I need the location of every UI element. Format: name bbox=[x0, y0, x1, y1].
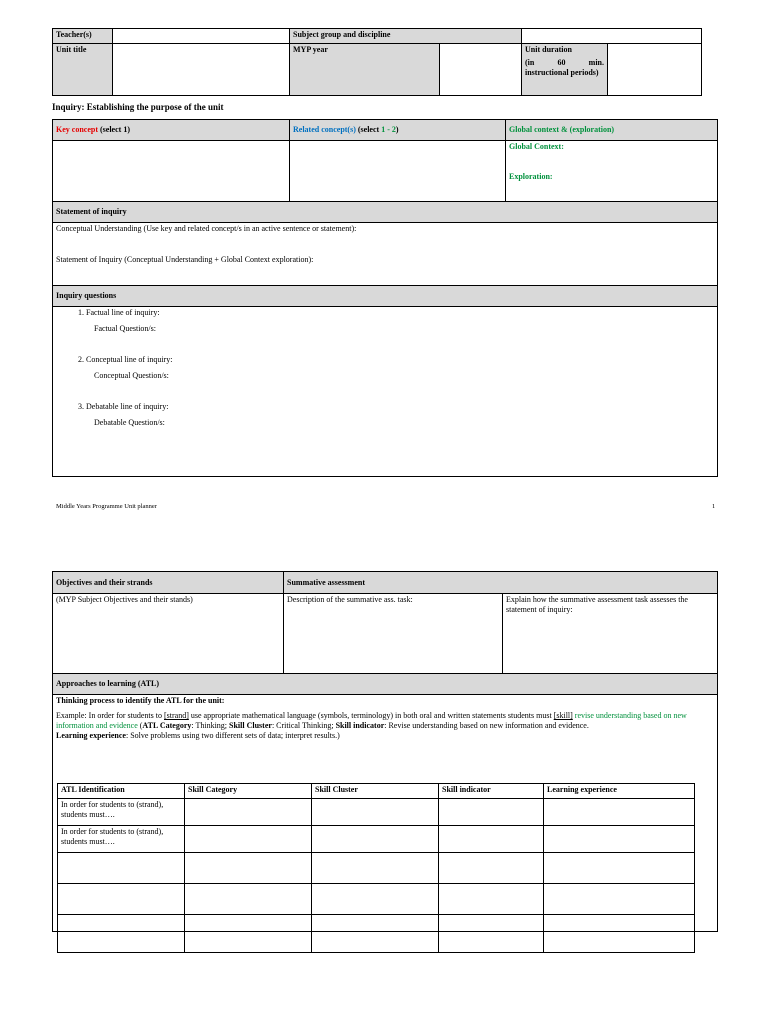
inquiry-question-item bbox=[86, 355, 714, 381]
conceptual-line: 2. Conceptual line of inquiry: bbox=[86, 355, 173, 364]
atl-row-prompt[interactable]: In order for students to (strand), students must…. bbox=[58, 799, 185, 826]
unit-duration-field[interactable] bbox=[608, 44, 702, 96]
myp-year-field[interactable] bbox=[440, 44, 522, 96]
table-row bbox=[58, 853, 695, 884]
table-cell[interactable] bbox=[58, 853, 185, 884]
indicator-label: Skill indicator bbox=[335, 721, 385, 730]
atl-example bbox=[56, 711, 714, 741]
table-row bbox=[58, 915, 695, 953]
summative-description-field[interactable] bbox=[284, 594, 503, 674]
related-concepts-field[interactable] bbox=[290, 141, 506, 202]
category-label: ATL Category bbox=[142, 721, 192, 730]
subject-group-field[interactable] bbox=[522, 29, 702, 44]
example-prefix: Example: In order for students to bbox=[56, 711, 164, 720]
summative-description-text: Description of the summative ass. task: bbox=[287, 595, 413, 604]
summative-explain-field[interactable] bbox=[503, 594, 718, 674]
table-cell[interactable] bbox=[312, 884, 439, 915]
unit-duration-label: Unit duration bbox=[525, 45, 572, 54]
inquiry-question-item bbox=[86, 308, 714, 334]
example-open: ( bbox=[137, 721, 143, 730]
atl-col-learning: Learning experience bbox=[544, 784, 695, 799]
atl-col-cluster: Skill Cluster bbox=[312, 784, 439, 799]
learning-value: : Solve problems using two different sets of data; interpret results.) bbox=[125, 731, 340, 740]
debatable-questions: Debatable Question/s: bbox=[94, 418, 165, 427]
atl-table bbox=[57, 783, 695, 953]
atl-heading: Approaches to learning (ATL) bbox=[53, 674, 718, 695]
table-cell[interactable] bbox=[185, 915, 312, 953]
table-cell[interactable] bbox=[58, 915, 185, 953]
key-concept-field[interactable] bbox=[53, 141, 290, 202]
table-cell[interactable] bbox=[439, 915, 544, 953]
summative-explain-text: Explain how the summative assessment task assesses the statement of inquiry: bbox=[506, 595, 688, 614]
atl-col-indicator: Skill indicator bbox=[439, 784, 544, 799]
summative-heading: Summative assessment bbox=[284, 572, 718, 594]
table-cell[interactable] bbox=[439, 826, 544, 853]
global-context-line: Global Context: bbox=[509, 142, 564, 151]
table-cell[interactable] bbox=[439, 853, 544, 884]
table-cell[interactable] bbox=[439, 884, 544, 915]
key-concept-header bbox=[53, 120, 290, 141]
myp-year-label: MYP year bbox=[290, 44, 440, 96]
inquiry-questions-list bbox=[56, 308, 714, 428]
key-concept-select: (select 1) bbox=[98, 125, 130, 134]
teachers-label: Teacher(s) bbox=[53, 29, 113, 44]
unit-title-field[interactable] bbox=[113, 44, 290, 96]
footer-title: Middle Years Programme Unit planner bbox=[56, 503, 157, 510]
example-green: revise understanding based on new information and evidence bbox=[56, 711, 687, 730]
inquiry-questions-field[interactable] bbox=[53, 307, 718, 477]
table-cell[interactable] bbox=[312, 799, 439, 826]
debatable-line: 3. Debatable line of inquiry: bbox=[86, 402, 169, 411]
atl-row-prompt[interactable]: In order for students to (strand), students must…. bbox=[58, 826, 185, 853]
atl-col-identification: ATL Identification bbox=[58, 784, 185, 799]
inquiry-question-item bbox=[86, 402, 714, 428]
conceptual-questions: Conceptual Question/s: bbox=[94, 371, 169, 380]
key-concept-label: Key concept bbox=[56, 125, 98, 134]
table-cell[interactable] bbox=[544, 799, 695, 826]
unit-header-table bbox=[52, 28, 702, 96]
table-cell[interactable] bbox=[185, 826, 312, 853]
table-cell[interactable] bbox=[185, 884, 312, 915]
statement-field[interactable] bbox=[53, 223, 718, 286]
factual-questions: Factual Question/s: bbox=[94, 324, 156, 333]
inquiry-questions-heading: Inquiry questions bbox=[53, 286, 718, 307]
table-cell[interactable] bbox=[312, 826, 439, 853]
table-cell[interactable] bbox=[185, 799, 312, 826]
inquiry-table bbox=[52, 119, 718, 477]
category-value: : Thinking; bbox=[191, 721, 230, 730]
table-row bbox=[58, 826, 695, 853]
exploration-line: Exploration: bbox=[509, 172, 553, 181]
unit-duration-detail: (in 60 min. instructional periods) bbox=[525, 58, 604, 77]
cluster-value: : Critical Thinking; bbox=[271, 721, 336, 730]
global-context-header: Global context & (exploration) bbox=[506, 120, 718, 141]
atl-col-category: Skill Category bbox=[185, 784, 312, 799]
objectives-field[interactable] bbox=[53, 594, 284, 674]
indicator-value: : Revise understanding based on new information and evidence. bbox=[384, 721, 589, 730]
factual-line: 1. Factual line of inquiry: bbox=[86, 308, 160, 317]
inquiry-heading: Inquiry: Establishing the purpose of the unit bbox=[52, 102, 224, 112]
unit-title-label: Unit title bbox=[53, 44, 113, 96]
table-cell[interactable] bbox=[544, 853, 695, 884]
related-concepts-label: Related concept(s) bbox=[293, 125, 356, 134]
example-skill: [skill] bbox=[553, 711, 573, 720]
atl-thinking-line: Thinking process to identify the ATL for the unit: bbox=[56, 696, 225, 705]
related-select-suffix: ) bbox=[395, 125, 399, 134]
page-number: 1 bbox=[712, 503, 716, 510]
statement-heading: Statement of inquiry bbox=[53, 202, 718, 223]
related-concepts-header bbox=[290, 120, 506, 141]
atl-content bbox=[53, 695, 718, 932]
assessment-table bbox=[52, 571, 718, 932]
table-cell[interactable] bbox=[312, 915, 439, 953]
table-cell[interactable] bbox=[185, 853, 312, 884]
example-strand: [strand] bbox=[163, 711, 189, 720]
statement-of-inquiry-line: Statement of Inquiry (Conceptual Understanding + Global Context exploration): bbox=[56, 255, 314, 264]
cluster-label: Skill Cluster bbox=[229, 721, 272, 730]
learning-label: Learning experience bbox=[56, 731, 126, 740]
unit-duration-cell bbox=[522, 44, 608, 96]
subject-group-label: Subject group and discipline bbox=[290, 29, 522, 44]
related-select-prefix: (select bbox=[355, 125, 382, 134]
table-cell[interactable] bbox=[544, 915, 695, 953]
table-cell[interactable] bbox=[312, 853, 439, 884]
table-cell[interactable] bbox=[439, 799, 544, 826]
table-cell[interactable] bbox=[544, 884, 695, 915]
table-row bbox=[58, 884, 695, 915]
conceptual-understanding-line: Conceptual Understanding (Use key and related concept/s in an active sentence or statement): bbox=[56, 224, 357, 233]
table-cell[interactable] bbox=[544, 826, 695, 853]
related-select-range: 1 - 2 bbox=[381, 125, 396, 134]
table-row bbox=[58, 799, 695, 826]
teachers-field[interactable] bbox=[113, 29, 290, 44]
myp-objectives-text: (MYP Subject Objectives and their stands) bbox=[56, 595, 193, 604]
table-cell[interactable] bbox=[58, 884, 185, 915]
global-context-field[interactable] bbox=[506, 141, 718, 202]
objectives-heading: Objectives and their strands bbox=[53, 572, 284, 594]
example-mid: use appropriate mathematical language (symbols, terminology) in both oral and written statements students must bbox=[188, 711, 554, 720]
